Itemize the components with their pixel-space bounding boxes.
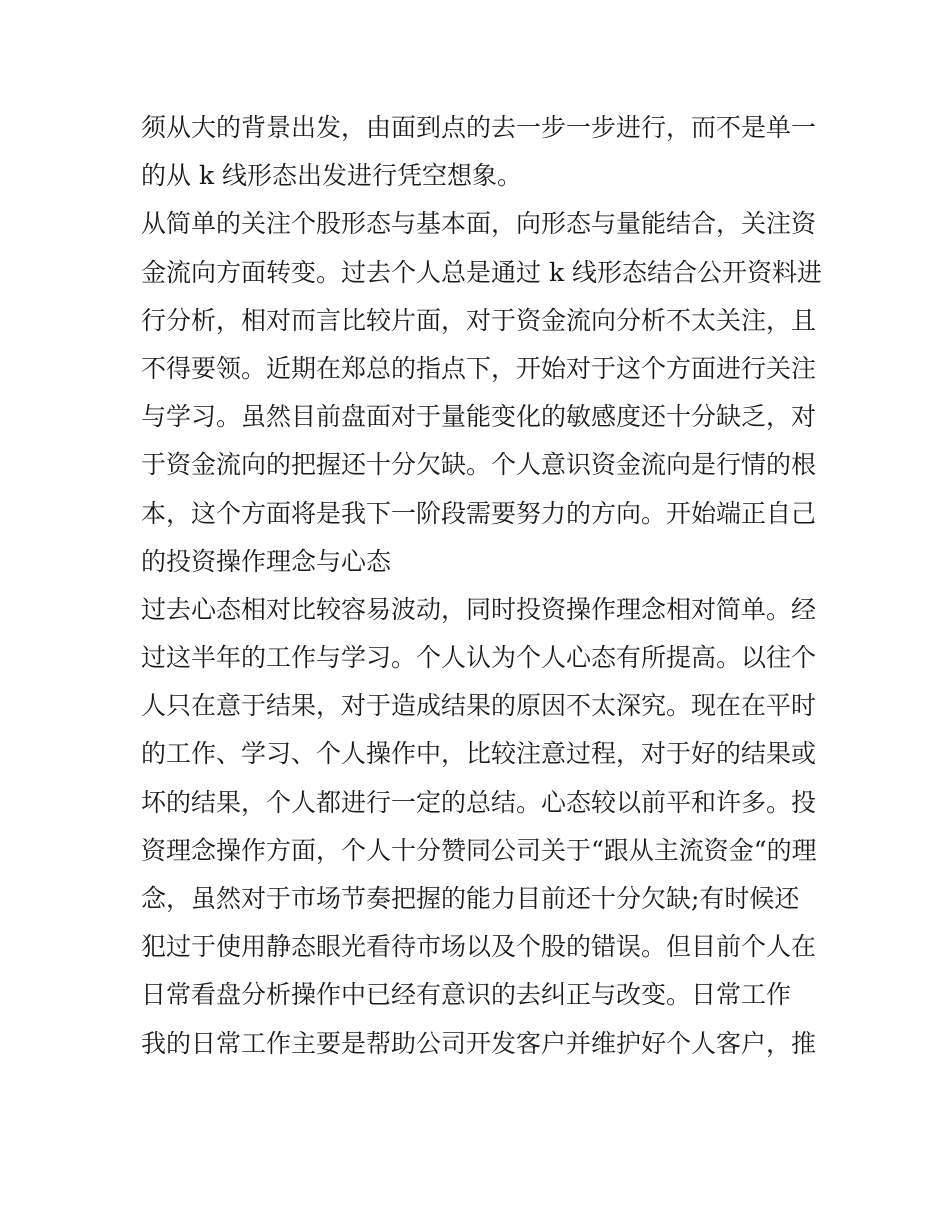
text-line: 日常看盘分析操作中已经有意识的去纠正与改变。日常工作 xyxy=(141,980,792,1010)
text-line: 的工作、学习、个人操作中，比较注意过程，对于好的结果或 xyxy=(141,739,817,769)
text-line: 人只在意于结果，对于造成结果的原因不太深究。现在在平时 xyxy=(141,691,817,721)
text-line: 坏的结果，个人都进行一定的总结。心态较以前平和许多。投 xyxy=(141,787,817,817)
text-line: 不得要领。近期在郑总的指点下，开始对于这个方面进行关注 xyxy=(141,353,817,383)
text-line: 过去心态相对比较容易波动，同时投资操作理念相对简单。经 xyxy=(141,594,817,624)
text-line: 从简单的关注个股形态与基本面，向形态与量能结合，关注资 xyxy=(141,209,817,239)
text-line: 资理念操作方面，个人十分赞同公司关于“跟从主流资金“的理 xyxy=(141,835,817,865)
text-line: 与学习。虽然目前盘面对于量能变化的敏感度还十分缺乏，对 xyxy=(141,402,817,432)
text-line: 金流向方面转变。过去个人总是通过 k 线形态结合公开资料进 xyxy=(141,257,823,287)
text-line: 的投资操作理念与心态 xyxy=(141,546,392,576)
text-line: 念，虽然对于市场节奏把握的能力目前还十分欠缺;有时候还 xyxy=(141,884,800,913)
text-line: 行分析，相对而言比较片面，对于资金流向分析不太关注，且 xyxy=(141,305,817,335)
text-line: 本，这个方面将是我下一阶段需要努力的方向。开始端正自己 xyxy=(141,498,817,528)
text-line: 过这半年的工作与学习。个人认为个人心态有所提高。以往个 xyxy=(141,643,817,673)
text-line: 我的日常工作主要是帮助公司开发客户并维护好个人客户，推 xyxy=(141,1028,817,1058)
text-line: 犯过于使用静态眼光看待市场以及个股的错误。但目前个人在 xyxy=(141,932,817,962)
text-line: 须从大的背景出发，由面到点的去一步一步进行，而不是单一 xyxy=(141,113,817,142)
text-line: 于资金流向的把握还十分欠缺。个人意识资金流向是行情的根 xyxy=(141,450,817,480)
body-text xyxy=(141,104,821,1068)
text-line: 的从 k 线形态出发进行凭空想象。 xyxy=(141,161,523,191)
